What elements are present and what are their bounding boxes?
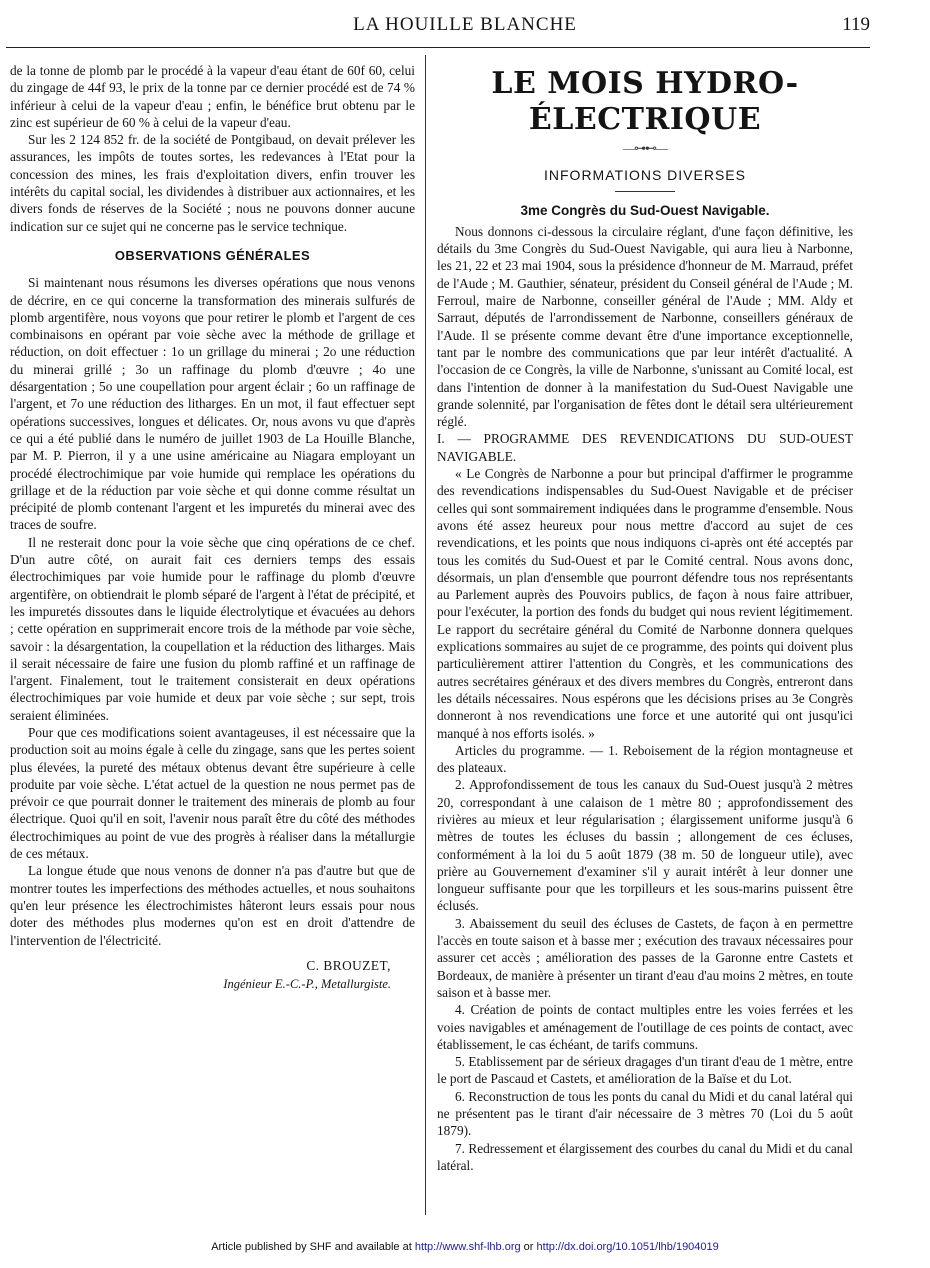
footer-link-shf[interactable]: http://www.shf-lhb.org [414, 1241, 521, 1253]
footer-middle: or [523, 1241, 534, 1253]
paragraph: 7. Redressement et élargissement des courbes du canal du Midi et du canal latéral. [437, 1140, 853, 1173]
section-heading: INFORMATIONS DIVERSES [544, 167, 746, 184]
paragraph: 5. Etablissement par de sérieux dragages d'un tirant d'eau de 1 mètre, entre le port de Pascaud et Castets, et amélioration de la Baïse et du Lot. [437, 1054, 853, 1087]
author-signature [10, 957, 415, 994]
paragraph: La longue étude que nous venons de donner n'a pas d'autre but que de montrer toutes les imperfections des méthodes actuelles, et nous souhaitons qu'en leur présence les électrochimistes hâteront leurs essais pour nous doter des méthodes plus modernes qu'on est en droit d'attendre de l'intervention de l'électricité. [10, 863, 415, 948]
author-name: C. BROUZET, [306, 957, 391, 973]
short-rule [615, 191, 675, 192]
column-divider [425, 55, 426, 1215]
header-rule [6, 47, 870, 48]
journal-title: LA HOUILLE BLANCHE [353, 14, 577, 35]
footer-link-doi[interactable]: http://dx.doi.org/10.1051/lhb/1904019 [536, 1241, 719, 1253]
paragraph: Si maintenant nous résumons les diverses opérations que nous venons de décrire, en ce qui concerne la transformation des minerais sulfurés de plomb argentifère, nous voyons que pour retirer le plomb et l'argent de ces combinaisons en opérant par voie sèche avec la méthode de grillage et réduction, on doit effectuer : 1o un grillage du minerai ; 2o une réduction du minerai grillé ; 3o un raffinage du plomb d'œuvre ; 4o une désargentation ; 5o une coupellation pour argent éclair ; 6o un raffinage de l'argent, et 7o une réduction des litharges. En un mot, il faut effectuer sept opérations successives, longues et délicates. Or, nous avons vu que d'après ce qui a été publié dans le numéro de juillet 1903 de La Houille Blanche, par M. P. Pierron, il y a une usine américaine au Niagara employant un procédé électrochimique par voie humide qui remplace les opérations du grillage et de la réduction par voie sèche et qui donne comme résultat un précipité de plomb contenant l'argent et les impuretés du minerai avec des traces de soufre. [10, 275, 415, 533]
section-banner: LE MOIS HYDRO-ÉLECTRIQUE [491, 66, 799, 137]
author-role: Ingénieur E.-C.-P., Metallurgiste. [223, 977, 391, 992]
section-heading: OBSERVATIONS GÉNÉRALES [114, 247, 311, 263]
paragraph: « Le Congrès de Narbonne a pour but principal d'affirmer le programme des revendications indispensables du Sud-Ouest Navigable et de préciser celles qui sont sommairement indiquées dans le programme d'ensemble. Nous avons été assez heureux pour nous mettre d'accord au sujet de ces revendications, et les points que nous indiquons ci-après ont été acceptés par tous les comités du Sud-Ouest et par le Comité central. Nous avons donc, désormais, un plan d'ensemble que pourront défendre tous nos représentants au Parlement auprès des Pouvoirs publics, de façon à nous faire attribuer, pour l'exécuter, la portion des fonds du budget qui nous revient légitimement. Le rapport du secrétaire général du Comité de Narbonne donnera quelques explications sommaires au sujet de ce programme, des points qui doivent plus particulièrement attirer l'attention du Congrès, et les communications des autres secrétaires généraux et des divers membres du Congrès, entreront dans les détails nécessaires. Nous espérons que les décisions prises au 3e Congrès donneront à nos revendications une force et une autorité qui ont jusqu'ici manqué à nos efforts isolés. » [437, 466, 853, 741]
paragraph: Pour que ces modifications soient avantageuses, il est nécessaire que la production soit au moins égale à celle du zingage, sans que les pertes soient plus élevées, la pureté des métaux obtenus devant être supérieure à celle produite par voie sèche. L'état actuel de la question ne nous permet pas de prévoir ce que pourrait donner le traitement des minerais de plomb au four électrique. Quoi qu'il en soit, l'avenir nous paraît être du côté des méthodes électrochimiques au point de vue des progrès à réaliser dans la métallurgie de ces métaux. [10, 724, 415, 862]
publication-footer [0, 1241, 930, 1253]
running-header [0, 10, 930, 46]
paragraph: Nous donnons ci-dessous la circulaire réglant, d'une façon définitive, les détails du 3me Congrès du Sud-Ouest Navigable, qui aura lieu à Narbonne, les 21, 22 et 23 mai 1904, sous la présidence d'honneur de M. Marraud, préfet de l'Aude ; M. Gauthier, sénateur, président du Conseil général de l'Aude ; M. Ferroul, maire de Narbonne, conseiller général de l'Aude ; MM. Aldy et Sarraut, députés de l'arrondissement de Narbonne, conseillers généraux de l'Aude. Il se présente comme devant être d'une importance exceptionnelle, tant par le nombre des communications que par leur intérêt d'actualité. A l'occasion de ce Congrès, la ville de Narbonne, s'unissant au Comité local, est dans l'intention de donner à la manifestation du Sud-Ouest Navigable une grande solennité, par l'organisation de fêtes dont le détail sera ultérieurement réglé. [437, 223, 853, 430]
paragraph: 3. Abaissement du seuil des écluses de Castets, de façon à en permettre l'accès en toute saison et à basse mer ; exécution des travaux nécessaires pour assurer cet accès ; amélioration des passes de la Garonne entre Castets et Bordeaux, de manière à présenter un tirant d'eau d'au moins 2 mètres, en toute saison et à basse mer. [437, 915, 853, 1000]
page-number: 119 [842, 14, 870, 35]
program-heading: I. — PROGRAMME DES REVENDICATIONS DU SUD-OUEST NAVIGABLE. [437, 431, 853, 464]
left-column [10, 62, 415, 993]
ornament-divider: —⊶⊷— [623, 141, 667, 155]
paragraph: Sur les 2 124 852 fr. de la société de Pontgibaud, on devait prélever les assurances, les impôts de toutes sortes, les redevances à l'Etat pour la concession des mines, les frais d'exploitation divers, enfin trouver les intérêts du capital social, les dividendes à distribuer aux actionnaires, et les divers fonds de réserves de la Société ; nous ne pouvons donner aucune indication sur ce sujet qui ne concerne pas le service technique. [10, 132, 415, 234]
paragraph: de la tonne de plomb par le procédé à la vapeur d'eau étant de 60f 60, celui du zingage de 44f 93, le prix de la tonne par ce dernier procédé est de 74 % inférieur à celui de la vapeur d'eau ; enfin, le bénéfice brut obtenu par le zinc est supérieur de 60 % à celui de la vapeur d'eau. [10, 63, 415, 130]
paragraph: 2. Approfondissement de tous les canaux du Sud-Ouest jusqu'à 2 mètres 20, correspondant à une calaison de 1 mètre 80 ; approfondissement des rivières au mieux et leur régularisation ; élargissement uniforme jusqu'à 6 mètres de toutes les écluses du bassin ; allongement de ces écluses, conformément à la loi du 5 août 1879 (38 m. 50 de longueur utile), avec prière au Gouvernement d'examiner s'il y aurait intérêt à leur donner une longueur suffisante pour que les torpilleurs et les sous-marins puissent être éclusés. [437, 777, 853, 914]
paragraph: Articles du programme. — 1. Reboisement de la région montagneuse et des plateaux. [437, 742, 853, 776]
paragraph: Il ne resterait donc pour la voie sèche que cinq opérations de ce chef. D'un autre côté, on aurait fait ces derniers temps des essais électrochimiques par voie humide pour le raffinage du plomb d'œuvre argentifère, on obtiendrait le plomb séparé de l'argent à l'état de précipité, et les impuretés dissoutes dans le liquide électrolytique et évacuées au dehors ; cette opération en supprimerait encore trois de la méthode par voie sèche, savoir : la désargentation, la coupellation et la réduction des litharges. Mais il serait nécessaire de faire une fusion du plomb raffiné et un raffinage de l'argent. Finalement, tout le traitement consisterait en deux opérations électrochimiques par voie humide et deux par voie sèche ; sur sept, trois seraient éliminées. [10, 534, 415, 723]
right-column [437, 62, 853, 1174]
footer-prefix: Article published by SHF and available at [211, 1241, 412, 1253]
article-title: 3me Congrès du Sud-Ouest Navigable. [520, 202, 770, 218]
paragraph: 4. Création de points de contact multiples entre les voies ferrées et les voies navigables et aménagement de l'outillage de ces points de contact, avec établissement, le cas échéant, de tarifs communs. [437, 1002, 853, 1052]
paragraph: 6. Reconstruction de tous les ponts du canal du Midi et du canal latéral qui ne présentent pas le tirant d'air nécessaire de 3 mètres 70 (Loi du 5 août 1879). [437, 1088, 853, 1139]
